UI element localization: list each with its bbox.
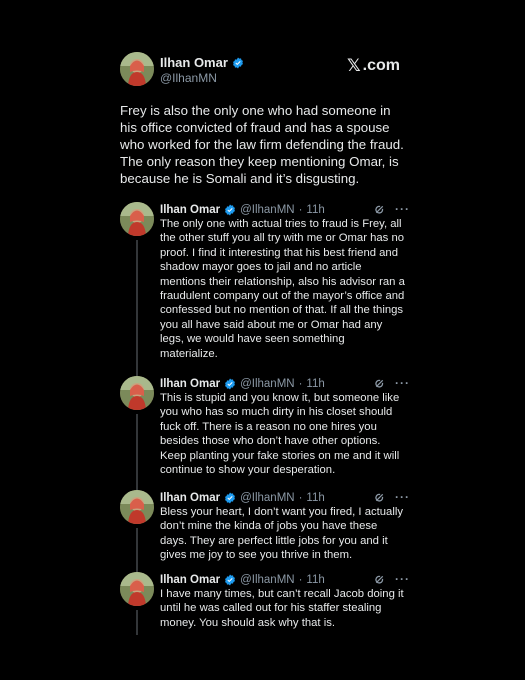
more-options-icon[interactable]: ··· — [395, 572, 410, 586]
main-post-header — [120, 50, 400, 90]
reply-text: Bless your heart, I don’t want you fired, I actually don’t mine the kinda of jobs you have these days. They are perfect little jobs for you and it gives me joy to see you thrive in them. — [160, 506, 404, 562]
avatar[interactable] — [120, 202, 154, 236]
author-handle[interactable]: @IlhanMN — [160, 71, 217, 85]
timestamp[interactable]: 11h — [306, 492, 325, 504]
reply-header — [160, 378, 410, 390]
timestamp[interactable]: 11h — [306, 574, 325, 586]
separator-dot: · — [298, 204, 303, 216]
avatar[interactable] — [120, 490, 154, 524]
reply-text: This is stupid and you know it, but someone like you who has so much dirty in his closet should fuck off. There is a reason no one hires you besides those who don’t have other options. Keep planting your fake stories on me and it will continue to show your desperation. — [160, 392, 400, 477]
reply-actions — [374, 376, 410, 390]
avatar-photo-icon — [120, 52, 154, 86]
avatar-photo-icon — [120, 376, 154, 410]
reply-actions — [374, 202, 410, 216]
author-handle[interactable]: @IlhanMN — [240, 378, 295, 390]
grok-icon[interactable] — [374, 378, 385, 389]
reply-post[interactable] — [120, 376, 410, 476]
reply-post[interactable] — [120, 202, 410, 362]
separator-dot: · — [298, 492, 303, 504]
verified-badge-icon — [224, 574, 236, 586]
grok-icon[interactable] — [374, 574, 385, 585]
author-name[interactable]: Ilhan Omar — [160, 492, 221, 504]
separator-dot: · — [298, 378, 303, 390]
author-name[interactable]: Ilhan Omar — [160, 204, 221, 216]
reply-actions — [374, 490, 410, 504]
author-handle[interactable]: @IlhanMN — [240, 204, 295, 216]
more-options-icon[interactable]: ··· — [395, 376, 410, 390]
reply-header — [160, 492, 410, 504]
reply-text: I have many times, but can’t recall Jacob doing it until he was called out for his staffer stealing money. You should ask why that is. — [160, 588, 404, 629]
author-name[interactable]: Ilhan Omar — [160, 574, 221, 586]
avatar[interactable] — [120, 52, 154, 86]
author-handle[interactable]: @IlhanMN — [240, 574, 295, 586]
x-logo-icon: 𝕏 — [346, 56, 361, 75]
verified-badge-icon — [224, 204, 236, 216]
verified-badge-icon — [224, 492, 236, 504]
x-com-logo — [347, 56, 400, 76]
main-post-text: Frey is also the only one who had someone in his office convicted of fraud and has a spouse who worked for the law firm defending the fraud. The only reason they keep mentioning Omar, is because he is Somali and it’s disgusting. — [120, 103, 404, 186]
reply-post[interactable] — [120, 490, 410, 562]
verified-badge-icon — [232, 57, 244, 69]
reply-text: The only one with actual tries to fraud is Frey, all the other stuff you all try with me or Omar has no proof. I find it interesting that his best friend and shadow mayor goes to jail and no article mentions their relationship, also his advisor ran a fraudulent company out of the mayor’s office and confessed but no mention of that. If all the things you all have said about me or Omar had any legs, we would have seen something materialize. — [160, 218, 405, 360]
more-options-icon[interactable]: ··· — [395, 202, 410, 216]
reply-actions — [374, 572, 410, 586]
avatar[interactable] — [120, 572, 154, 606]
reply-header — [160, 574, 410, 586]
verified-badge-icon — [224, 378, 236, 390]
reply-post[interactable] — [120, 572, 410, 632]
author-name-row — [160, 55, 244, 70]
more-options-icon[interactable]: ··· — [395, 490, 410, 504]
avatar-photo-icon — [120, 490, 154, 524]
reply-header — [160, 204, 410, 216]
x-domain: .com — [362, 57, 400, 74]
author-handle[interactable]: @IlhanMN — [240, 492, 295, 504]
author-name[interactable]: Ilhan Omar — [160, 55, 228, 70]
timestamp[interactable]: 11h — [306, 204, 325, 216]
avatar-photo-icon — [120, 202, 154, 236]
timestamp[interactable]: 11h — [306, 378, 325, 390]
grok-icon[interactable] — [374, 204, 385, 215]
avatar-photo-icon — [120, 572, 154, 606]
author-name[interactable]: Ilhan Omar — [160, 378, 221, 390]
separator-dot: · — [298, 574, 303, 586]
avatar[interactable] — [120, 376, 154, 410]
grok-icon[interactable] — [374, 492, 385, 503]
